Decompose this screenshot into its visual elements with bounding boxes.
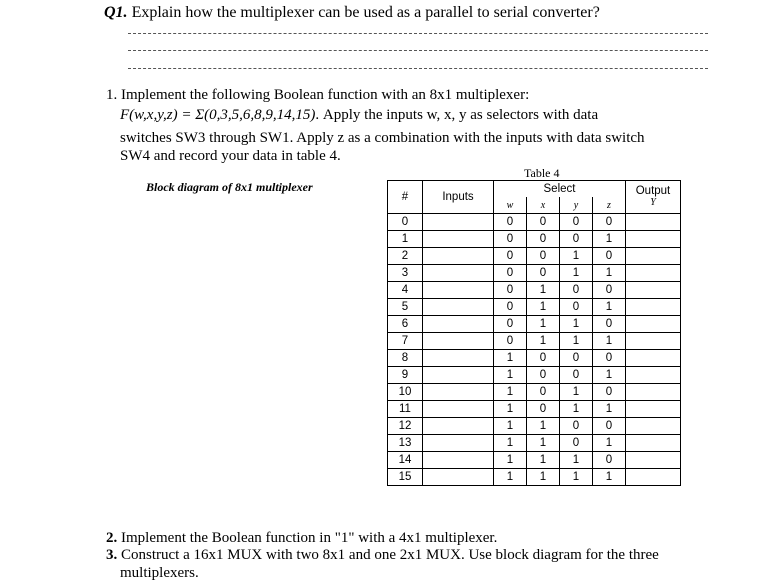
- answer-line: [128, 68, 708, 69]
- select-x: 1: [527, 299, 560, 316]
- output-var: Y: [650, 197, 656, 208]
- select-w: 1: [494, 435, 527, 452]
- row-number: 14: [388, 452, 423, 469]
- select-z: 1: [593, 299, 626, 316]
- table-body: [388, 214, 681, 486]
- item-1-line-4: SW4 and record your data in table 4.: [120, 148, 341, 164]
- row-number: 11: [388, 401, 423, 418]
- select-y: 1: [560, 401, 593, 418]
- item-1-line-3: switches SW3 through SW1. Apply z as a combination with the inputs with data switch: [120, 130, 645, 146]
- row-output[interactable]: [626, 299, 681, 316]
- select-x: 1: [527, 469, 560, 486]
- row-number: 10: [388, 384, 423, 401]
- select-z: 0: [593, 384, 626, 401]
- select-y: 0: [560, 299, 593, 316]
- select-y: 0: [560, 367, 593, 384]
- row-number: 12: [388, 418, 423, 435]
- row-input[interactable]: [423, 435, 494, 452]
- row-output[interactable]: [626, 265, 681, 282]
- row-output[interactable]: [626, 367, 681, 384]
- row-number: 5: [388, 299, 423, 316]
- row-number: 1: [388, 231, 423, 248]
- table-row: [388, 367, 681, 384]
- table-row: [388, 469, 681, 486]
- select-y: 0: [560, 350, 593, 367]
- table-row: [388, 333, 681, 350]
- header-output: [626, 181, 681, 214]
- row-number: 2: [388, 248, 423, 265]
- table-row: [388, 350, 681, 367]
- select-x: 1: [527, 282, 560, 299]
- select-z: 1: [593, 401, 626, 418]
- row-number: 6: [388, 316, 423, 333]
- select-z: 1: [593, 333, 626, 350]
- select-w: 1: [494, 452, 527, 469]
- row-number: 13: [388, 435, 423, 452]
- select-var: z: [593, 197, 626, 214]
- select-z: 0: [593, 248, 626, 265]
- header-select: Select: [494, 181, 626, 198]
- row-number: 4: [388, 282, 423, 299]
- row-input[interactable]: [423, 418, 494, 435]
- select-var: y: [560, 197, 593, 214]
- item-1-line-1: [106, 86, 529, 104]
- table-row: [388, 265, 681, 282]
- select-x: 0: [527, 367, 560, 384]
- select-w: 1: [494, 367, 527, 384]
- row-input[interactable]: [423, 333, 494, 350]
- select-y: 1: [560, 265, 593, 282]
- select-w: 0: [494, 316, 527, 333]
- row-input[interactable]: [423, 316, 494, 333]
- select-x: 0: [527, 401, 560, 418]
- select-w: 1: [494, 350, 527, 367]
- item-3-text: Construct a 16x1 MUX with two 8x1 and one 2x1 MUX. Use block diagram for the three: [121, 547, 659, 563]
- select-y: 0: [560, 418, 593, 435]
- row-output[interactable]: [626, 282, 681, 299]
- select-y: 1: [560, 248, 593, 265]
- row-input[interactable]: [423, 299, 494, 316]
- item-3-line-1: [106, 546, 659, 564]
- header-inputs: Inputs: [423, 181, 494, 214]
- answer-line: [128, 50, 708, 51]
- select-x: 0: [527, 384, 560, 401]
- select-w: 0: [494, 248, 527, 265]
- select-w: 1: [494, 384, 527, 401]
- select-z: 0: [593, 452, 626, 469]
- select-x: 0: [527, 265, 560, 282]
- select-y: 1: [560, 452, 593, 469]
- row-number: 8: [388, 350, 423, 367]
- select-var: w: [494, 197, 527, 214]
- select-var: x: [527, 197, 560, 214]
- select-z: 0: [593, 282, 626, 299]
- header-number: #: [388, 181, 423, 214]
- select-y: 1: [560, 469, 593, 486]
- select-x: 0: [527, 231, 560, 248]
- table-row: [388, 316, 681, 333]
- select-w: 1: [494, 469, 527, 486]
- table-row: [388, 452, 681, 469]
- select-y: 0: [560, 435, 593, 452]
- select-x: 1: [527, 452, 560, 469]
- row-output[interactable]: [626, 231, 681, 248]
- select-w: 0: [494, 282, 527, 299]
- select-w: 0: [494, 299, 527, 316]
- select-w: 0: [494, 231, 527, 248]
- output-label: Output: [635, 185, 671, 197]
- row-input[interactable]: [423, 469, 494, 486]
- select-x: 1: [527, 418, 560, 435]
- select-z: 1: [593, 231, 626, 248]
- select-w: 0: [494, 214, 527, 231]
- row-number: 3: [388, 265, 423, 282]
- question-1-label: Q1.: [104, 4, 128, 21]
- select-z: 1: [593, 265, 626, 282]
- table-row: [388, 248, 681, 265]
- truth-table: [387, 180, 681, 486]
- select-x: 0: [527, 214, 560, 231]
- row-output[interactable]: [626, 469, 681, 486]
- item-3-line-2: multiplexers.: [120, 565, 199, 581]
- select-y: 0: [560, 231, 593, 248]
- item-1-text: . Apply the inputs w, x, y as selectors with data: [315, 107, 599, 123]
- row-output[interactable]: [626, 418, 681, 435]
- table-row: [388, 435, 681, 452]
- item-3-number: 3.: [106, 547, 118, 563]
- question-1: [104, 4, 600, 22]
- select-w: 0: [494, 333, 527, 350]
- boolean-function: F(w,x,y,z) = Σ(0,3,5,6,8,9,14,15): [120, 107, 316, 123]
- answer-line: [128, 33, 708, 34]
- select-x: 1: [527, 435, 560, 452]
- select-y: 0: [560, 282, 593, 299]
- select-z: 0: [593, 350, 626, 367]
- select-x: 0: [527, 350, 560, 367]
- select-y: 1: [560, 316, 593, 333]
- row-input[interactable]: [423, 248, 494, 265]
- row-output[interactable]: [626, 316, 681, 333]
- row-output[interactable]: [626, 333, 681, 350]
- row-input[interactable]: [423, 282, 494, 299]
- row-output[interactable]: [626, 452, 681, 469]
- row-input[interactable]: [423, 214, 494, 231]
- select-x: 1: [527, 316, 560, 333]
- item-2-number: 2.: [106, 530, 118, 546]
- row-input[interactable]: [423, 231, 494, 248]
- row-number: 15: [388, 469, 423, 486]
- select-z: 0: [593, 418, 626, 435]
- row-input[interactable]: [423, 384, 494, 401]
- question-1-text: Explain how the multiplexer can be used as a parallel to serial converter?: [131, 4, 600, 21]
- table-row: [388, 401, 681, 418]
- item-2: [106, 529, 497, 547]
- select-w: 1: [494, 418, 527, 435]
- select-x: 0: [527, 248, 560, 265]
- row-number: 7: [388, 333, 423, 350]
- select-w: 0: [494, 265, 527, 282]
- select-y: 1: [560, 333, 593, 350]
- select-z: 0: [593, 214, 626, 231]
- table-row: [388, 214, 681, 231]
- table-row: [388, 299, 681, 316]
- select-z: 0: [593, 316, 626, 333]
- row-output[interactable]: [626, 435, 681, 452]
- block-diagram-label: Block diagram of 8x1 multiplexer: [146, 180, 313, 194]
- row-output[interactable]: [626, 384, 681, 401]
- row-number: 9: [388, 367, 423, 384]
- item-2-text: Implement the Boolean function in "1" with a 4x1 multiplexer.: [121, 530, 498, 546]
- row-output[interactable]: [626, 401, 681, 418]
- item-1-number: 1.: [106, 87, 118, 103]
- row-number: 0: [388, 214, 423, 231]
- item-1-line-2: [120, 106, 598, 124]
- select-w: 1: [494, 401, 527, 418]
- row-input[interactable]: [423, 350, 494, 367]
- row-input[interactable]: [423, 367, 494, 384]
- select-x: 1: [527, 333, 560, 350]
- select-y: 0: [560, 214, 593, 231]
- table-caption: Table 4: [524, 166, 560, 180]
- table-row: [388, 231, 681, 248]
- select-z: 1: [593, 435, 626, 452]
- row-input[interactable]: [423, 265, 494, 282]
- table-row: [388, 384, 681, 401]
- table-row: [388, 418, 681, 435]
- table-row: [388, 282, 681, 299]
- row-input[interactable]: [423, 401, 494, 418]
- row-output[interactable]: [626, 214, 681, 231]
- row-input[interactable]: [423, 452, 494, 469]
- select-z: 1: [593, 367, 626, 384]
- item-1-text: Implement the following Boolean function with an 8x1 multiplexer:: [121, 87, 530, 103]
- row-output[interactable]: [626, 350, 681, 367]
- select-z: 1: [593, 469, 626, 486]
- row-output[interactable]: [626, 248, 681, 265]
- select-y: 1: [560, 384, 593, 401]
